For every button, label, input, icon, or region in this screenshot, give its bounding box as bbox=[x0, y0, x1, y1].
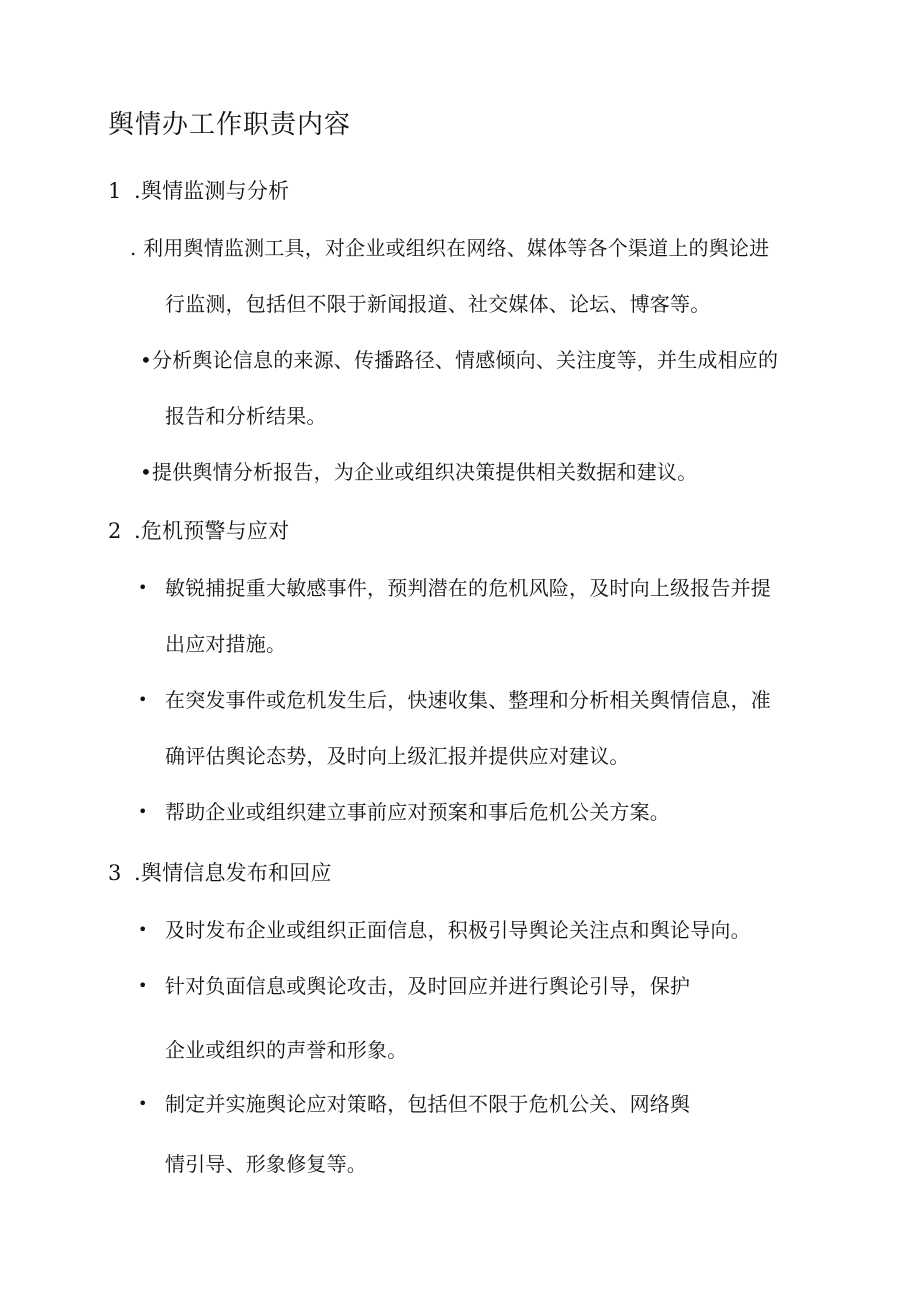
section-1-title: .舆情监测与分析 bbox=[134, 179, 290, 203]
bullet-marker: • bbox=[138, 920, 148, 939]
section-2-item-2: 在突发事件或危机发生后，快速收集、整理和分析相关舆情信息，准 bbox=[165, 688, 771, 712]
item-text-line1: 提供舆情分析报告，为企业或组织决策提供相关数据和建议。 bbox=[152, 460, 698, 484]
section-3-item-3: 制定并实施舆论应对策略，包括但不限于危机公关、网络舆 bbox=[165, 1092, 691, 1116]
bullet-marker: • bbox=[138, 1094, 148, 1113]
section-1-number: 1 bbox=[108, 179, 122, 203]
bullet-marker: • bbox=[140, 460, 152, 484]
section-1-item-2-continuation: 报告和分析结果。 bbox=[165, 404, 327, 428]
document-title: 舆情办工作职责内容 bbox=[108, 110, 352, 140]
bullet-marker: • bbox=[140, 348, 152, 372]
section-3-title: .舆情信息发布和回应 bbox=[134, 861, 332, 885]
bullet-marker: • bbox=[138, 802, 148, 821]
section-2-item-1: 敏锐捕捉重大敏感事件，预判潜在的危机风险，及时向上级报告并提 bbox=[165, 576, 771, 600]
section-1-heading bbox=[108, 178, 289, 204]
section-2-number: 2 bbox=[108, 519, 122, 543]
section-3-number: 3 bbox=[108, 861, 122, 885]
section-2-heading bbox=[108, 518, 289, 544]
section-2-title: .危机预警与应对 bbox=[134, 519, 290, 543]
section-3-item-2: 针对负面信息或舆论攻击，及时回应并进行舆论引导，保护 bbox=[165, 974, 691, 998]
section-1-item-1 bbox=[130, 236, 769, 260]
section-1-item-2 bbox=[140, 348, 778, 372]
bullet-marker: • bbox=[138, 578, 148, 597]
item-marker: . bbox=[130, 236, 137, 260]
section-3-item-1: 及时发布企业或组织正面信息，积极引导舆论关注点和舆论导向。 bbox=[165, 918, 751, 942]
item-text-line1: 分析舆论信息的来源、传播路径、情感倾向、关注度等，并生成相应的 bbox=[152, 348, 779, 372]
section-2-item-1-continuation: 出应对措施。 bbox=[165, 632, 287, 656]
section-1-item-1-continuation: 行监测，包括但不限于新闻报道、社交媒体、论坛、博客等。 bbox=[165, 292, 711, 316]
section-2-item-3: 帮助企业或组织建立事前应对预案和事后危机公关方案。 bbox=[165, 800, 670, 824]
bullet-marker: • bbox=[138, 976, 148, 995]
section-2-item-2-continuation: 确评估舆论态势，及时向上级汇报并提供应对建议。 bbox=[165, 744, 630, 768]
section-3-item-3-continuation: 情引导、形象修复等。 bbox=[165, 1152, 367, 1176]
section-3-heading bbox=[108, 860, 332, 886]
section-1-item-3 bbox=[140, 460, 697, 484]
section-3-item-2-continuation: 企业或组织的声誉和形象。 bbox=[165, 1038, 408, 1062]
item-text-line1: 利用舆情监测工具，对企业或组织在网络、媒体等各个渠道上的舆论进 bbox=[143, 236, 770, 260]
bullet-marker: • bbox=[138, 690, 148, 709]
